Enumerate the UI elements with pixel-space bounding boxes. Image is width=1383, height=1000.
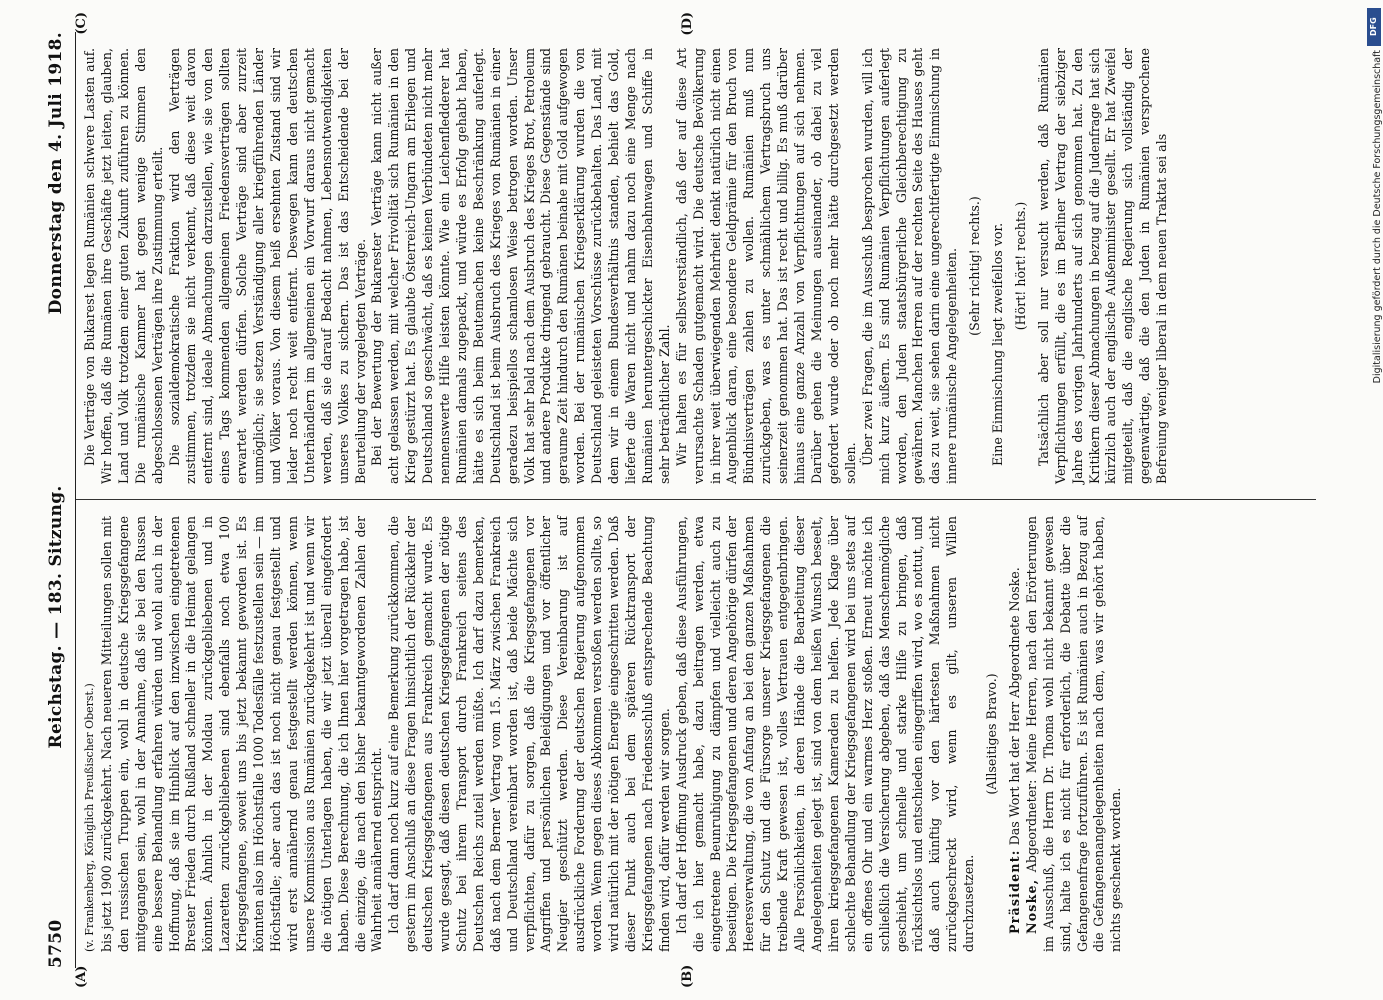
paragraph: Wir halten es für selbstverständlich, daß der auf diese Art verursachte Schaden gutgemacht wird. Die deutsche Bevölkerung in ihrer weit überwiegenden Mehrheit denkt natürlich nicht einen Augenblick daran, eine besondere Geldprämie für den Bruch von Bündnisverträgen zahlen zu wollen. Rumänien muß nun zurückgeben, was es unter schmählichem Vertragsbruch uns seinerzeit genommen hat. Das ist recht und billig. Es muß darüber hinaus eine ganze Anzahl von Verpflichtungen auf sich nehmen. Darüber gehen die Meinungen auseinander, ob dabei zu viel gefordert wurde oder ob noch mehr hätte durchgesetzt werden sollen. bbox=[673, 48, 858, 484]
margin-letter-b: (B) bbox=[680, 964, 695, 988]
president-label: Präsident: bbox=[1006, 849, 1022, 934]
margin-letter-a: (A) bbox=[74, 965, 89, 988]
paragraph: Die Verträge von Bukarest legen Rumänien schwere Lasten auf. Wir hoffen, daß die Rumänen ihre Geschäfte jetzt leiten, glauben, Land und Volk trotzdem einer guten Zukunft zuführen zu können. Die rumänische Kammer hat gegen wenige Stimmen den abgeschlossenen Verträgen ihre Zustimmung erteilt. bbox=[82, 48, 165, 484]
margin-letter-c: (C) bbox=[74, 12, 89, 35]
paragraph: Ich darf dann noch kurz auf eine Bemerkung zurückkommen, die gestern im Anschluß an diese Fragen hinsichtlich der Rückkehr der deutschen Kriegsgefangenen aus Frankreich gemacht wurde. Es wurde gesagt, daß diesen deutschen Kriegsgefangenen der nötige Schutz bei ihrem Transport durch Frankreich seitens des Deutschen Reichs zuteil werden müßte. Ich darf dazu bemerken, daß nach dem Berner Vertrag vom 15. März zwischen Frankreich und Deutschland vereinbart worden ist, daß beide Mächte sich verpflichten, dafür zu sorgen, daß die Kriegsgefangenen vor Angriffen und persönlichen Beleidigungen und vor öffentlicher Neugier geschützt werden. Diese Vereinbarung ist auf ausdrückliche Forderung der deutschen Regierung aufgenommen worden. Wenn gegen dieses Abkommen verstoßen werden sollte, so wird natürlich mit der nötigen Energie eingeschritten werden. Daß dieser Punkt auch bei dem späteren Rücktransport der Kriegsgefangenen nach Friedensschluß entsprechende Beachtung finden wird, dafür werden wir sorgen. bbox=[386, 516, 672, 952]
paragraph: Die sozialdemokratische Fraktion wird den Verträgen zustimmen, trotzdem sie nicht verkennt, daß diese weit davon entfernt sind, ideale Abmachungen darzustellen, wie sie von den eines Tags kommenden allgemeinen Friedensverträgen sollten erwartet werden dürfen. Solche Verträge sind aber zurzeit unmöglich; sie setzen Verständigung aller kriegführenden Länder und Völker voraus. Von diesem heiß ersehnten Zustand sind wir leider noch recht weit entfernt. Deswegen kann den deutschen Unterhändlern im allgemeinen ein Vorwurf daraus nicht gemacht werden, daß sie darauf Bedacht nahmen, Lebensnotwendigkeiten unseres Volkes zu sichern. Das ist das Entscheidende bei der Beurteilung der vorgelegten Verträge. bbox=[166, 48, 368, 484]
interjection: (Hört! hört! rechts.) bbox=[1012, 201, 1028, 331]
rotated-page bbox=[40, 12, 1330, 988]
president-text: Das Wort hat der Herr Abgeordnete Noske. bbox=[1006, 567, 1022, 846]
paragraph: Eine Einmischung liegt zweifellos vor. bbox=[990, 222, 1006, 466]
header-title-right: Donnerstag den 4. Juli 1918. bbox=[46, 32, 66, 315]
page-number: 5750 bbox=[46, 919, 66, 968]
noske-text: Abgeordneter: Meine Herren, nach den Erörterungen im Ausschuß, die Herrn Dr. Thoma wohl nicht bekannt gewesen sind, halte ich es nicht für erforderlich, die Debatte über die Gefangenenfrage fortzuführen. Es ist Rumänien auch in Bezug auf die Gefangenenangelegenheiten nach dem, was wir gehört haben, nichts geschenkt worden. bbox=[1023, 516, 1124, 952]
speaker-note: (v. Frankenberg, Königlich Preußischer Oberst.) bbox=[83, 683, 96, 952]
paragraph: Ich darf der Hoffnung Ausdruck geben, daß diese Ausführungen, die ich hier gemacht habe, dazu beitragen werden, etwa eingetretene Beunruhigung zu dämpfen und vielleicht auch zu beseitigen. Die Kriegsgefangenen und deren Angehörige dürfen der Heeresverwaltung, die von Anfang an bei den ganzen Maßnahmen für den Schutz und die Fürsorge unserer Kriegsgefangenen die treibende Kraft gewesen ist, volles Vertrauen entgegenbringen. Alle Persönlichkeiten, in deren Hände die Bearbeitung dieser Angelegenheiten gelegt ist, sind von dem heißen Wunsch beseelt, ihren kriegsgefangenen Kameraden zu helfen. Jede Klage über schlechte Behandlung der Kriegsgefangenen wird bei uns stets auf ein offenes Ohr und ein warmes Herz stoßen. Erneut möchte ich schließlich die Versicherung abgeben, daß das Menschenmögliche geschieht, um schnelle und starke Hilfe zu bringen, daß rücksichtslos und entschieden eingegriffen wird, wo es nottut, und daß auch künftig vor den härtesten Maßnahmen nicht zurückgeschreckt wird, wenn es gilt, unseren Willen durchzusetzen. bbox=[673, 516, 977, 952]
margin-letter-d: (D) bbox=[680, 12, 695, 36]
right-column bbox=[76, 32, 1316, 500]
interjection: (Sehr richtig! rechts.) bbox=[967, 196, 983, 336]
dfg-logo: DFG bbox=[1367, 8, 1381, 46]
text-columns bbox=[76, 32, 1316, 968]
paragraph: Bei der Bewertung der Bukarester Verträge kann nicht außer acht gelassen werden, mit welcher Frivolität sich Rumänien in den Krieg gestürzt hat. Es glaubte Österreich-Ungarn am Erliegen und Deutschland so geschwächt, daß es keinen Verbündeten nicht mehr nennenswerte Hilfe leisten könnte. Wie ein Leichenfledderer hat Rumänien damals zugepackt, und würde es Erfolg gehabt haben, hätte es sich beim Beutemachen keine Beschränkung auferlegt. Deutschland ist beim Ausbruch des Krieges von Rumänien in einer geradezu beispiellos schamlosen Weise betrogen worden. Unser Volk hat sehr bald nach dem Ausbruch des Krieges Brot, Petroleum und andere Produkte dringend gebraucht. Diese Gegenstände sind geraume Zeit hindurch den Rumänen beinahe mit Gold aufgewogen worden. Bei der rumänischen Kriegserklärung wurden die von Deutschland geleisteten Vorschüsse zurückbehalten. Das Land, mit dem wir in einem Bundesverhältnis standen, behielt das Gold, lieferte die Waren nicht und nahm dazu noch eine Menge nach Rumänien heruntergeschickter Eisenbahnwagen und Schiffe in sehr beträchtlicher Zahl. bbox=[369, 48, 672, 484]
applause-note: (Allseitiges Bravo.) bbox=[984, 673, 1000, 795]
page-header bbox=[46, 32, 76, 968]
header-title-left: Reichstag. — 183. Sitzung. bbox=[46, 485, 66, 749]
left-column bbox=[76, 500, 1316, 968]
noske-label: Noske, bbox=[1023, 878, 1039, 934]
paragraph: bis jetzt 1900 zurückgekehrt. Nach neueren Mitteilungen sollen mit den russischen Truppen ein, wohl in deutsche Kriegsgefangene mitgegangen sein, wohl in der Annahme, daß sie bei den Russen eine bessere Behandlung erfahren würden und wohl auch in der Hoffnung, daß sie im Hinblick auf den inzwischen eingetretenen Brester Frieden durch Rußland schneller in die Heimat gelangen könnten. Ähnlich in der Moldau zurückgebliebenen und in Lazaretten zurückgebliebenen sind ebenfalls noch etwa 100 Kriegsgefangene, soweit uns bis jetzt bekannt geworden ist. Es könnten also im Höchstfalle 1000 Todesfälle festzustellen sein — im Höchstfalle; aber auch das ist noch nicht genau festgestellt und wird erst annähernd genau festgestellt werden können, wenn unsere Kommission aus Rumänien zurückgekehrt ist und wenn wir die nötigen Unterlagen haben, die wir jetzt überall eingefordert haben. Diese Berechnung, die ich Ihnen hier vorgetragen habe, ist die einzige, die nach den bisher bekanntgewordenen Zahlen der Wahrheit annähernd entspricht. bbox=[98, 516, 385, 952]
noske-speech bbox=[1024, 516, 1125, 952]
paragraph: Über zwei Fragen, die im Ausschuß besprochen wurden, will ich mich kurz äußern. Es sind Rumänien Verpflichtungen auferlegt worden, den Juden staatsbürgerliche Gleichberechtigung zu gewähren. Manchen Herren auf der rechten Seite des Hauses geht das zu weit, sie sehen darin eine ungerechtfertigte Einmischung in innere rumänische Angelegenheiten. bbox=[859, 48, 960, 484]
paragraph: Tatsächlich aber soll nur versucht werden, daß Rumänien Verpflichtungen erfüllt, die es im Berliner Vertrag der siebziger Jahre des vorigen Jahrhunderts auf sich genommen hat. Zu den Kritikern dieser Abmachungen in bezug auf die Judenfrage hat sich kürzlich auch der englische Außenminister gesellt. Er hat Zweifel mitgeteilt, daß die englische Regierung sich vollständig der gegenwärtige, daß die den Juden in Rumänien versprochene Befreiung weniger liberal in dem neuen Traktat sei als bbox=[1035, 48, 1170, 484]
digitization-credit: Digitalisierung gefördert durch die Deutsche Forschungsgemeinschaft bbox=[1372, 50, 1383, 384]
president-line bbox=[1007, 516, 1024, 952]
column-divider bbox=[76, 499, 1316, 500]
